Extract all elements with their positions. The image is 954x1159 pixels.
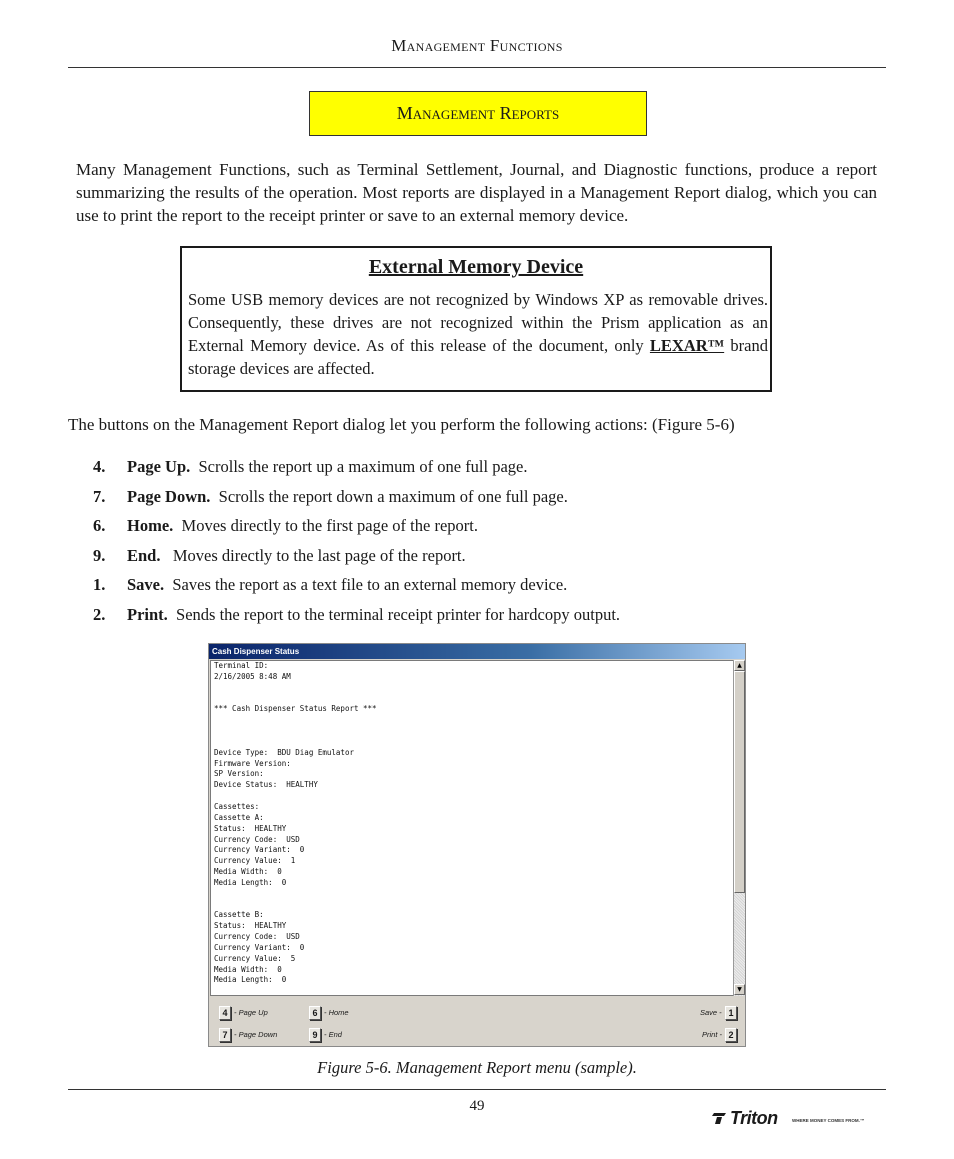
report-line xyxy=(214,889,714,900)
report-line xyxy=(214,726,714,737)
report-line: 2/16/2005 8:48 AM xyxy=(214,671,291,681)
action-name: Page Down. xyxy=(127,487,211,506)
header-divider xyxy=(68,67,886,68)
footer-divider xyxy=(68,1089,886,1090)
triton-logo-mark-icon xyxy=(712,1111,728,1125)
section-title-box xyxy=(309,91,647,136)
note-brand: LEXAR™ xyxy=(649,336,725,355)
buttons-intro-paragraph: The buttons on the Management Report dialog let you perform the following actions: (Figure 5-6) xyxy=(68,415,735,434)
report-line: SP Version: xyxy=(214,769,264,779)
page-up-key-label: - Page Up xyxy=(234,1008,268,1017)
action-description: Saves the report as a text file to an external memory device. xyxy=(172,575,568,594)
note-text-after: brand storage devices are affected. xyxy=(188,336,768,378)
action-name: Page Up. xyxy=(127,457,191,476)
action-number: 4. xyxy=(93,457,106,476)
action-name: Home. xyxy=(127,516,174,535)
scroll-down-arrow-icon[interactable]: ▼ xyxy=(734,984,745,995)
action-description: Moves directly to the first page of the report. xyxy=(181,516,478,535)
report-line: Currency Value: 5 xyxy=(214,953,296,963)
scroll-up-arrow-icon[interactable]: ▲ xyxy=(734,660,745,671)
note-box xyxy=(180,246,772,392)
page-down-key-label: - Page Down xyxy=(234,1030,278,1039)
logo-tagline: WHERE MONEY COMES FROM.™ xyxy=(792,1118,865,1123)
end-key-button[interactable]: 9 xyxy=(309,1028,321,1042)
report-line: Currency Variant: 0 xyxy=(214,845,305,855)
report-line: Status: HEALTHY xyxy=(214,921,287,931)
report-line: Status: HEALTHY xyxy=(214,823,287,833)
report-line: Currency Code: USD xyxy=(214,932,300,942)
report-line xyxy=(214,683,714,694)
action-name: Save. xyxy=(127,575,165,594)
action-item-page-up xyxy=(93,456,873,478)
report-scrollbar[interactable] xyxy=(733,660,745,996)
report-line xyxy=(214,737,714,748)
report-line: Media Width: 0 xyxy=(214,867,282,877)
action-item-page-down xyxy=(93,486,873,508)
action-name: Print. xyxy=(127,605,168,624)
report-line: Cassettes: xyxy=(214,801,260,811)
save-key-button[interactable]: 1 xyxy=(725,1006,737,1020)
page-header-title: Management Functions xyxy=(391,36,563,55)
home-key-button[interactable]: 6 xyxy=(309,1006,321,1020)
intro-paragraph: Many Management Functions, such as Terminal Settlement, Journal, and Diagnostic functions, produce a report summarizing the results of the operation. Most reports are displayed in a Management Report dialog, which you can use to print the report to the receipt printer or save to an external memory device. xyxy=(76,160,877,225)
report-line: Media Length: 0 xyxy=(214,877,287,887)
action-description: Scrolls the report up a maximum of one full page. xyxy=(198,457,528,476)
save-key-label: Save - xyxy=(700,1008,722,1017)
report-text xyxy=(214,661,714,986)
report-line: Terminal ID: xyxy=(214,661,269,670)
report-line: Device Status: HEALTHY xyxy=(214,780,318,790)
print-key-button[interactable]: 2 xyxy=(725,1028,737,1042)
report-line: Currency Value: 1 xyxy=(214,856,296,866)
action-item-end xyxy=(93,545,873,567)
report-line: Cassette B: xyxy=(214,910,264,920)
logo-wordmark: Triton xyxy=(730,1108,778,1128)
end-key-label: - End xyxy=(324,1030,342,1039)
home-key-label: - Home xyxy=(324,1008,349,1017)
note-body xyxy=(188,288,768,380)
page-number: 49 xyxy=(469,1098,485,1114)
print-key-label: Print - xyxy=(702,1030,723,1039)
action-description: Sends the report to the terminal receipt printer for hardcopy output. xyxy=(176,605,621,624)
action-item-print xyxy=(93,604,873,626)
action-number: 1. xyxy=(93,575,106,594)
report-line: Firmware Version: xyxy=(214,758,291,768)
report-line: Media Width: 0 xyxy=(214,964,282,974)
triton-logo xyxy=(712,1108,882,1132)
report-line: Media Length: 0 xyxy=(214,975,287,985)
action-number: 6. xyxy=(93,516,106,535)
dialog-titlebar: Cash Dispenser Status xyxy=(209,644,745,659)
action-description: Scrolls the report down a maximum of one full page. xyxy=(218,487,568,506)
report-text-area[interactable] xyxy=(210,660,734,996)
report-line: Currency Variant: 0 xyxy=(214,942,305,952)
figure-caption: Figure 5-6. Management Report menu (sample). xyxy=(317,1058,637,1077)
action-name: End. xyxy=(127,546,161,565)
report-line: Cassette A: xyxy=(214,812,264,822)
page-up-key-button[interactable]: 4 xyxy=(219,1006,231,1020)
action-item-save xyxy=(93,574,873,596)
report-line: *** Cash Dispenser Status Report *** xyxy=(214,704,377,714)
action-number: 7. xyxy=(93,487,106,506)
report-line: Device Type: BDU Diag Emulator xyxy=(214,747,354,757)
report-line: Currency Code: USD xyxy=(214,834,300,844)
action-number: 2. xyxy=(93,605,106,624)
report-line xyxy=(214,791,714,802)
action-number: 9. xyxy=(93,546,106,565)
scrollbar-thumb[interactable] xyxy=(734,671,745,893)
note-title: External Memory Device xyxy=(368,256,584,278)
section-title: Management Reports xyxy=(396,103,560,123)
report-line xyxy=(214,715,714,726)
action-item-home xyxy=(93,515,873,537)
page-down-key-button[interactable]: 7 xyxy=(219,1028,231,1042)
management-report-dialog xyxy=(208,643,746,1047)
report-line xyxy=(214,900,714,911)
report-line xyxy=(214,694,714,705)
action-description: Moves directly to the last page of the report. xyxy=(172,546,466,565)
note-text-before: Some USB memory devices are not recognized by Windows XP as removable drives. Consequently, these drives are not recognized within the Prism application as an External Memory device. As of this release of the document, only xyxy=(188,290,768,355)
